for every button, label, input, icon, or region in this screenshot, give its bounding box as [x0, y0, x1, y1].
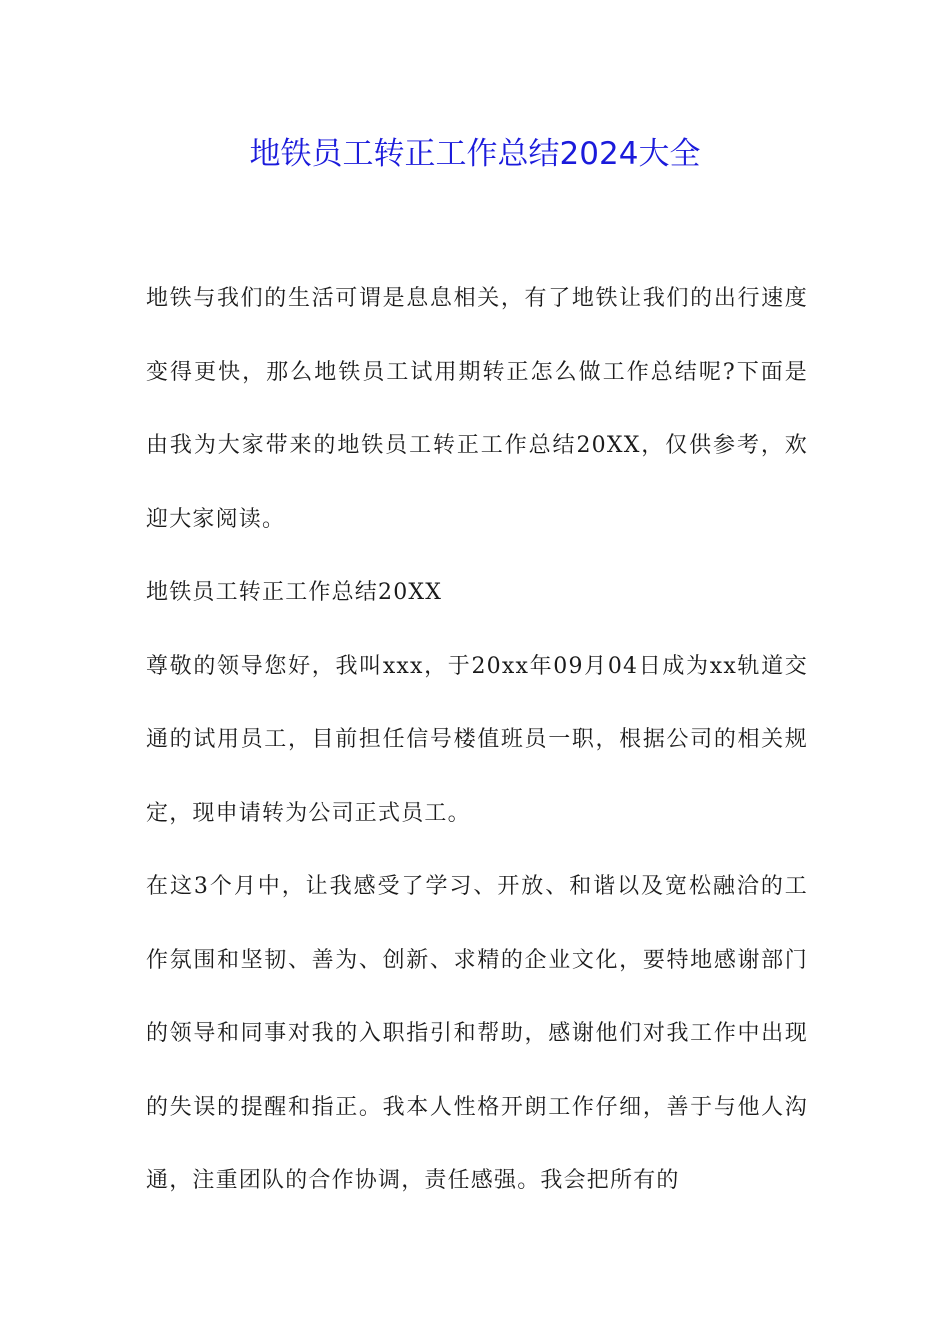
- body-paragraph: 尊敬的领导您好，我叫xxx，于20xx年09月04日成为xx轨道交通的试用员工，目前担任信号楼值班员一职，根据公司的相关规定，现申请转为公司正式员工。: [146, 653, 808, 826]
- document-title: 地铁员工转正工作总结2024大全: [249, 136, 701, 172]
- document-body: [146, 262, 808, 1218]
- section-heading: 地铁员工转正工作总结20XX: [146, 580, 443, 605]
- body-paragraph: 在这3个月中，让我感受了学习、开放、和谐以及宽松融洽的工作氛围和坚韧、善为、创新、求精的企业文化，要特地感谢部门的领导和同事对我的入职指引和帮助，感谢他们对我工作中出现的失误的提醒和指正。我本人性格开朗工作仔细，善于与他人沟通，注重团队的合作协调，责任感强。我会把所有的: [146, 874, 808, 1193]
- intro-paragraph: 地铁与我们的生活可谓是息息相关，有了地铁让我们的出行速度变得更快，那么地铁员工试用期转正怎么做工作总结呢?下面是由我为大家带来的地铁员工转正工作总结20XX，仅供参考，欢迎大家阅读。: [146, 286, 808, 532]
